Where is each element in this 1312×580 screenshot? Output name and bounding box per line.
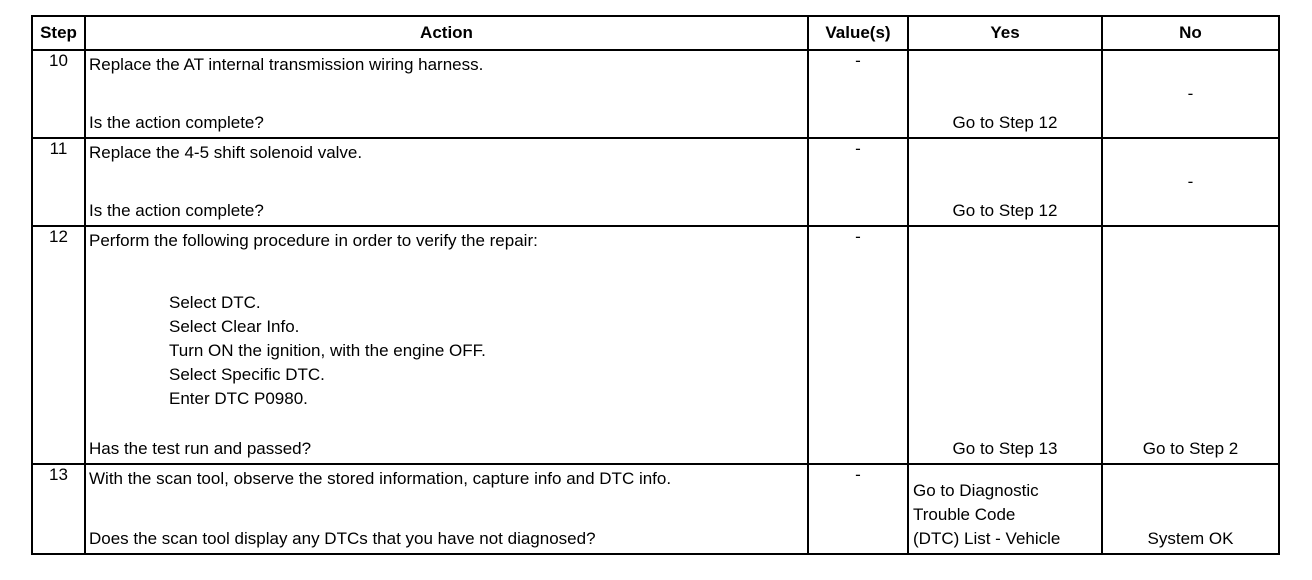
no-cell — [1102, 138, 1279, 226]
yes-result: Go to Step 13 — [952, 439, 1058, 458]
action-instruction: Replace the AT internal transmission wiring harness. — [89, 55, 484, 74]
procedure-step: Turn ON the ignition, with the engine OFF. — [169, 341, 486, 360]
action-cell — [85, 464, 808, 554]
yes-result: Go to Step 12 — [952, 113, 1058, 132]
table-row — [32, 464, 1279, 554]
step-number: 13 — [32, 464, 85, 554]
no-result: - — [1187, 172, 1194, 191]
table-row — [32, 138, 1279, 226]
value-cell: - — [808, 226, 908, 464]
action-instruction: Perform the following procedure in order to verify the repair: — [89, 231, 538, 250]
action-cell — [85, 50, 808, 138]
header-values: Value(s) — [808, 16, 908, 50]
table-header-row — [32, 16, 1279, 50]
header-yes: Yes — [908, 16, 1102, 50]
header-no: No — [1102, 16, 1279, 50]
yes-cell — [908, 50, 1102, 138]
step-number: 12 — [32, 226, 85, 464]
value-cell: - — [808, 50, 908, 138]
diagnostic-table — [31, 15, 1280, 555]
action-cell — [85, 138, 808, 226]
header-action: Action — [85, 16, 808, 50]
yes-result-line: Trouble Code — [913, 505, 1016, 524]
procedure-step: Select DTC. — [169, 293, 261, 312]
action-cell — [85, 226, 808, 464]
no-cell — [1102, 464, 1279, 554]
step-number: 11 — [32, 138, 85, 226]
procedure-step: Select Specific DTC. — [169, 365, 325, 384]
yes-cell — [908, 138, 1102, 226]
no-result: Go to Step 2 — [1142, 439, 1239, 458]
action-question: Does the scan tool display any DTCs that you have not diagnosed? — [89, 529, 596, 548]
table-row — [32, 226, 1279, 464]
action-question: Is the action complete? — [89, 201, 264, 220]
header-step: Step — [32, 16, 85, 50]
yes-result — [913, 479, 1060, 551]
procedure-step: Select Clear Info. — [169, 317, 300, 336]
value-cell: - — [808, 138, 908, 226]
no-cell — [1102, 226, 1279, 464]
value-cell: - — [808, 464, 908, 554]
no-result: - — [1187, 84, 1194, 103]
procedure-list — [169, 291, 486, 411]
action-instruction: Replace the 4-5 shift solenoid valve. — [89, 143, 363, 162]
no-result: System OK — [1147, 529, 1234, 548]
yes-cell — [908, 464, 1102, 554]
yes-result: Go to Step 12 — [952, 201, 1058, 220]
action-instruction: With the scan tool, observe the stored information, capture info and DTC info. — [89, 469, 672, 488]
yes-result-line: Go to Diagnostic — [913, 481, 1039, 500]
action-question: Has the test run and passed? — [89, 439, 312, 458]
yes-result-line: (DTC) List - Vehicle — [913, 529, 1061, 548]
procedure-step: Enter DTC P0980. — [169, 389, 308, 408]
no-cell — [1102, 50, 1279, 138]
step-number: 10 — [32, 50, 85, 138]
action-question: Is the action complete? — [89, 113, 264, 132]
yes-cell — [908, 226, 1102, 464]
table-row — [32, 50, 1279, 138]
diagnostic-table-container — [31, 15, 1280, 555]
